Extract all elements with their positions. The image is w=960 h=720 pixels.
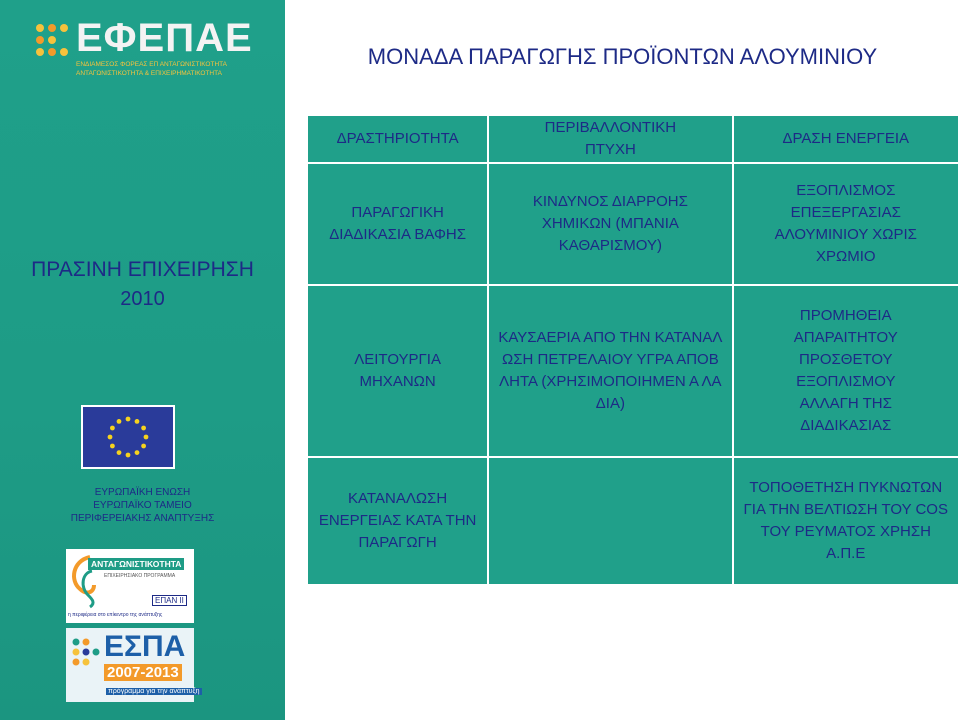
efepae-dots-icon	[32, 20, 72, 60]
efepae-title: ΕΦΕΠΑΕ	[76, 16, 253, 60]
header-cell: ΔΡΑΣΤΗΡΙΟΤΗΤΑ	[307, 115, 488, 163]
eu-label-2: ΕΥΡΩΠΑΪΚΟ ΤΑΜΕΙΟ	[93, 500, 192, 511]
table-cell: ΠΡΟΜΗΘΕΙΑ ΑΠΑΡΑΙΤΗΤΟΥ ΠΡΟΣΘΕΤΟΥ ΕΞΟΠΛΙΣΜΟΥ ΑΛΛΑΓΗ ΤΗΣ ΔΙΑΔΙΚΑΣΙΑΣ	[733, 285, 959, 457]
competitiveness-logo	[66, 549, 194, 623]
epan-badge: ΕΠΑΝ ΙΙ	[152, 595, 187, 606]
espa-tagline: πρόγραμμα για την ανάπτυξη	[108, 688, 200, 695]
table-cell: ΚΑΤΑΝΑΛΩΣΗ ΕΝΕΡΓΕΙΑΣ ΚΑΤΑ ΤΗΝ ΠΑΡΑΓΩΓΗ	[307, 457, 488, 585]
espa-dots-icon	[70, 636, 100, 672]
table-cell: ΚΑΥΣΑΕΡΙΑ ΑΠΟ ΤΗΝ ΚΑΤΑΝΑΛΩΣΗ ΠΕΤΡΕΛΑΙΟΥ ΥΓΡΑ ΑΠΟΒΛΗΤΑ (ΧΡΗΣΙΜΟΠΟΙΗΜΕΝ Α ΛΑΔΙΑ)	[488, 285, 732, 457]
data-table	[306, 114, 960, 586]
header-cell: ΔΡΑΣΗ ΕΝΕΡΓΕΙΑ	[733, 115, 959, 163]
table-cell: ΠΑΡΑΓΩΓΙΚΗ ΔΙΑΔΙΚΑΣΙΑ ΒΑΦΗΣ	[307, 163, 488, 285]
eu-label-1: ΕΥΡΩΠΑΪΚΗ ΕΝΩΣΗ	[94, 487, 191, 498]
table-row	[307, 457, 959, 585]
espa-years: 2007-2013	[104, 664, 182, 681]
competitiveness-sub: ΕΠΙΧΕΙΡΗΣΙΑΚΟ ΠΡΟΓΡΑΜΜΑ	[104, 573, 176, 579]
efepae-logo	[32, 16, 253, 80]
sidebar	[0, 0, 285, 720]
espa-title: ΕΣΠΑ	[104, 630, 186, 663]
main-panel	[285, 0, 960, 720]
table-cell: ΕΞΟΠΛΙΣΜΟΣ ΕΠΕΞΕΡΓΑΣΙΑΣ ΑΛΟΥΜΙΝΙΟΥ ΧΩΡΙΣ ΧΡΩΜΙΟ	[733, 163, 959, 285]
competitiveness-title: ΑΝΤΑΓΩΝΙΣΤΙΚΟΤΗΤΑ	[88, 558, 184, 570]
eu-label-3: ΠΕΡΙΦΕΡΕΙΑΚΗΣ ΑΝΑΠΤΥΞΗΣ	[70, 513, 215, 524]
efepae-subtitle-1: ΕΝΔΙΑΜΕΣΟΣ ΦΟΡΕΑΣ ΕΠ ΑΝΤΑΓΩΝΙΣΤΙΚΟΤΗΤΑ	[76, 61, 227, 68]
header-cell: ΠΕΡΙΒΑΛΛΟΝΤΙΚΗ ΠΤΥΧΗ	[488, 115, 732, 163]
table-header-row	[307, 115, 959, 163]
table-cell: ΚΙΝΔΥΝΟΣ ΔΙΑΡΡΟΗΣ ΧΗΜΙΚΩΝ (ΜΠΑΝΙΑ ΚΑΘΑΡΙΣΜΟΥ)	[488, 163, 732, 285]
table-cell	[488, 457, 732, 585]
table-row	[307, 163, 959, 285]
competitiveness-tagline: η περιφέρεια στο επίκεντρο της ανάπτυξης	[68, 612, 163, 618]
table-cell: ΤΟΠΟΘΕΤΗΣΗ ΠΥΚΝΩΤΩΝ ΓΙΑ ΤΗΝ ΒΕΛΤΙΩΣΗ ΤΟΥ COS ΤΟΥ ΡΕΥΜΑΤΟΣ ΧΡΗΣΗ Α.Π.Ε	[733, 457, 959, 585]
table-cell: ΛΕΙΤΟΥΡΓΙΑ ΜΗΧΑΝΩΝ	[307, 285, 488, 457]
table-row	[307, 285, 959, 457]
eu-flag-icon	[81, 405, 175, 469]
espa-logo	[66, 628, 200, 702]
efepae-subtitle-2: ΑΝΤΑΓΩΝΙΣΤΙΚΟΤΗΤΑ & ΕΠΙΧΕΙΡΗΜΑΤΙΚΟΤΗΤΑ	[76, 70, 222, 77]
page-title: ΜΟΝΑΔΑ ΠΑΡΑΓΩΓΗΣ ΠΡΟΪΟΝΤΩΝ ΑΛΟΥΜΙΝΙΟΥ	[367, 44, 878, 69]
sidebar-title: ΠΡΑΣΙΝΗ ΕΠΙΧΕΙΡΗΣΗ	[31, 258, 254, 281]
sidebar-year: 2010	[120, 288, 165, 310]
